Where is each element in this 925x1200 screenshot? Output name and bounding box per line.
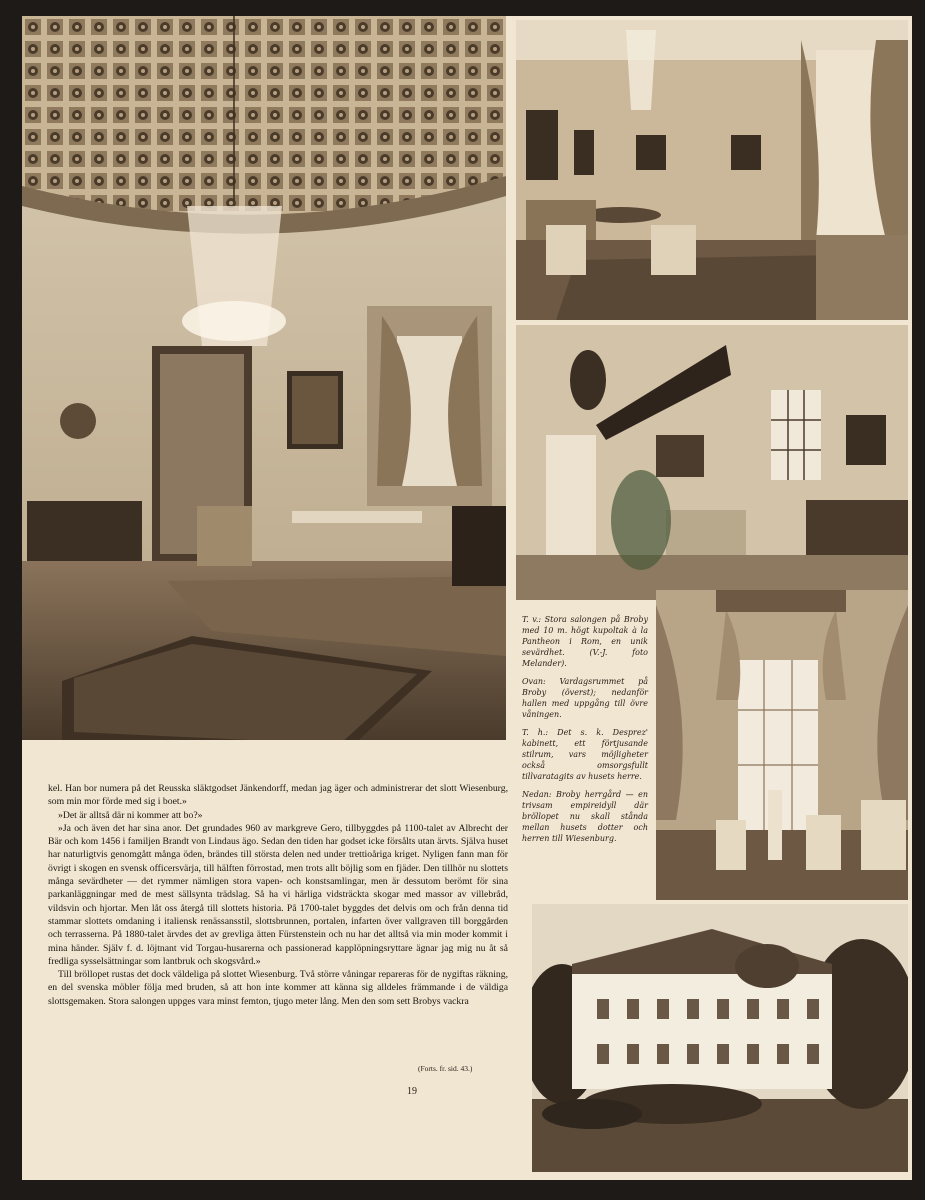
photo-hall-staircase: [516, 325, 908, 600]
caption-living-room-hall: Ovan: Vardagsrummet på Broby (överst); nedanför hallen med uppgång till övre våningen.: [522, 677, 648, 719]
caption-desprez-cabinet: T. h.: Det s. k. Desprez' kabinett, ett förtjusande stilrum, vars möjligheter också omsorgsfullt tillvaratagits av husets herre.: [522, 728, 648, 781]
photo-broby-manor: [532, 904, 908, 1172]
magazine-page: [22, 16, 912, 1180]
article-paragraph: kel. Han bor numera på det Reusska släktgodset Jänkendorff, medan jag äger och administrerar det slott Wiesenburg, som min mor förde med sig i boet.»: [48, 783, 508, 808]
caption-grand-salon: T. v.: Stora salongen på Broby med 10 m. högt kupoltak à la Pantheon i Rom, en unik sevärdhet. (V.-J. foto Melander).: [522, 615, 648, 668]
article-paragraph: »Ja och även det har sina anor. Det grundades 960 av markgreve Gero, tillbyggdes på 1100-talet av Albrecht der Bär och kom 1456 i familjen Brandt von Lindaus ägo. Sedan den tiden har godset icke försålts utan ärvts. Själva huset har naturligtvis genomgått många öden, brändes till största delen ned under trettioåriga kriget. Nyligen fann man för övrigt i skogen en svensk officersvärja, till hälften förrostad, men trots allt böjlig som en fjäder. Den tillhör nu slottets många sevärdheter — det rymmer nämligen stora vapen- och konstsamlingar, men är dessutom berömt för sina parkanläggningar med de mest sällsynta trädslag. Så ha vi härliga vidsträckta skogar med massor av villebråd, vildsvin och hjortar. Men låt oss återgå till slottets historia. På 1700-talet byggdes det delvis om och från denna tid stammar slottets omdaning i italiensk renässansstil, slottsbrunnen, portalen, infarten över vallgraven till borggården och terrasserna. På 1880-talet ärvdes det av grevliga ätten Fürstenstein och nu har det alltså via min moder kommit i mina händer. Själv f. d. löjtnant vid Torgau-husarerna och passionerad kapplöpningsryttare ägnar jag mig nu åt så fredliga sysselsättningar som lantbruk och skogsvård.»: [48, 822, 508, 967]
photo-grand-salon: [22, 16, 506, 740]
photo-captions: [522, 614, 648, 851]
photo-desprez-cabinet: [656, 590, 908, 900]
article-body: [48, 782, 508, 1008]
photo-living-room: [516, 20, 908, 320]
article-paragraph: Till bröllopet rustas det dock väldeliga på slottet Wiesenburg. Två större våningar repareras för de nygiftas räkning, en del svenska möbler följa med bruden, så att hon inte kommer att känna sig alldeles främmande i de väldiga slottsgemaken. Stora salongen uppges vara minst femton, tjugo meter lång. Men den som sett Brobys vackra: [48, 969, 508, 1007]
continuation-note: (Forts. fr. sid. 43.): [418, 1064, 473, 1073]
page-number: 19: [407, 1086, 417, 1097]
article-paragraph: »Det är alltså där ni kommer att bo?»: [58, 809, 203, 821]
caption-manor: Nedan: Broby herrgård — en trivsam empireidyll där bröllopet nu skall stånda mellan husets dotter och herren till Wiesenburg.: [522, 790, 648, 843]
